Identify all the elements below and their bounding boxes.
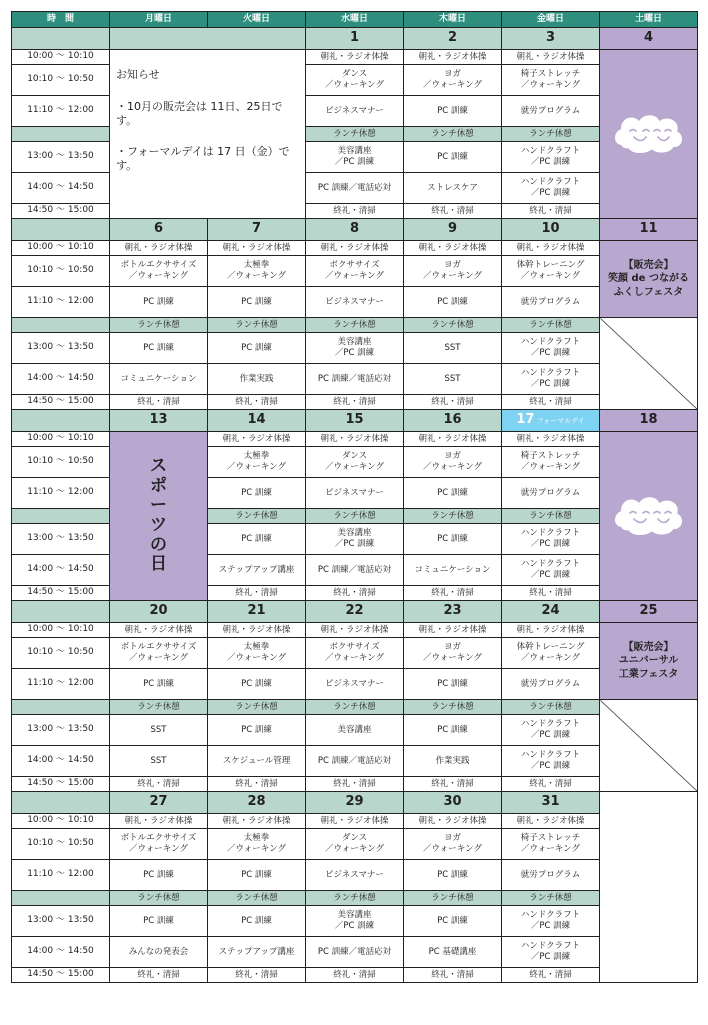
activity-cell: ハンドクラフト ／PC 訓練 bbox=[502, 746, 600, 777]
sale-event bbox=[600, 241, 698, 318]
activity-cell: 椅子ストレッチ ／ウォーキング bbox=[502, 829, 600, 860]
time-cell: 11:10 ～ 12:00 bbox=[12, 287, 110, 318]
activity-cell: 体幹トレーニング ／ウォーキング bbox=[502, 256, 600, 287]
saturday-empty-diagonal bbox=[600, 318, 698, 410]
time-band bbox=[12, 509, 110, 524]
time-cell: 10:00 ～ 10:10 bbox=[12, 432, 110, 447]
activity-cell: SST bbox=[404, 333, 502, 364]
header-tuesday: 火曜日 bbox=[208, 12, 306, 28]
activity-cell: ヨガ ／ウォーキング bbox=[404, 65, 502, 96]
time-cell: 14:00 ～ 14:50 bbox=[12, 555, 110, 586]
activity-closing: 終礼・清掃 bbox=[404, 395, 502, 410]
activity-cell: 太極拳 ／ウォーキング bbox=[208, 638, 306, 669]
activity-lunch: ランチ休憩 bbox=[208, 700, 306, 715]
day-number: 6 bbox=[110, 219, 208, 241]
notice-title: お知らせ bbox=[116, 68, 160, 81]
day-number: 2 bbox=[404, 28, 502, 50]
activity-cell: PC 訓練 bbox=[208, 669, 306, 700]
activity-closing: 終礼・清掃 bbox=[306, 968, 404, 983]
row-t2 bbox=[12, 638, 698, 669]
time-cell: 10:10 ～ 10:50 bbox=[12, 829, 110, 860]
activity-cell: ダンス ／ウォーキング bbox=[306, 65, 404, 96]
activity-cell: PC 訓練 bbox=[110, 860, 208, 891]
activity-morning: 朝礼・ラジオ体操 bbox=[306, 432, 404, 447]
time-cell: 14:50 ～ 15:00 bbox=[12, 204, 110, 219]
day-number-text: 17 bbox=[516, 412, 535, 428]
activity-cell: PC 訓練 bbox=[404, 669, 502, 700]
day-number: 31 bbox=[502, 792, 600, 814]
activity-cell: みんなの発表会 bbox=[110, 937, 208, 968]
activity-closing: 終礼・清掃 bbox=[306, 204, 404, 219]
time-cell: 11:10 ～ 12:00 bbox=[12, 478, 110, 509]
activity-closing: 終礼・清掃 bbox=[404, 968, 502, 983]
row-t5 bbox=[12, 746, 698, 777]
row-t5 bbox=[12, 364, 698, 395]
row-date bbox=[12, 28, 698, 50]
header-friday: 金曜日 bbox=[502, 12, 600, 28]
activity-closing: 終礼・清掃 bbox=[502, 204, 600, 219]
day-number: 29 bbox=[306, 792, 404, 814]
sale-event bbox=[600, 623, 698, 700]
activity-lunch: ランチ休憩 bbox=[208, 509, 306, 524]
day-number bbox=[502, 410, 600, 432]
activity-closing: 終礼・清掃 bbox=[306, 395, 404, 410]
activity-cell: 美容講座 ／PC 訓練 bbox=[306, 333, 404, 364]
activity-cell: ボトルエクササイズ ／ウォーキング bbox=[110, 829, 208, 860]
activity-closing: 終礼・清掃 bbox=[306, 777, 404, 792]
day-number: 8 bbox=[306, 219, 404, 241]
header-row bbox=[12, 12, 698, 28]
row-t1 bbox=[12, 50, 698, 65]
time-cell: 13:00 ～ 13:50 bbox=[12, 524, 110, 555]
time-cell: 10:10 ～ 10:50 bbox=[12, 638, 110, 669]
activity-cell: PC 訓練 bbox=[404, 478, 502, 509]
activity-cell: PC 基礎講座 bbox=[404, 937, 502, 968]
time-band bbox=[12, 28, 110, 50]
row-t5 bbox=[12, 937, 698, 968]
activity-cell: PC 訓練 bbox=[110, 669, 208, 700]
activity-cell: 美容講座 ／PC 訓練 bbox=[306, 906, 404, 937]
row-t2 bbox=[12, 256, 698, 287]
time-band bbox=[12, 318, 110, 333]
activity-cell: ビジネスマナー bbox=[306, 478, 404, 509]
activity-cell: PC 訓練／電話応対 bbox=[306, 746, 404, 777]
activity-cell: 太極拳 ／ウォーキング bbox=[208, 447, 306, 478]
header-time: 時 間 bbox=[12, 12, 110, 28]
time-cell: 10:00 ～ 10:10 bbox=[12, 50, 110, 65]
holiday-text: ス ポ ー ツ の 日 bbox=[150, 456, 167, 575]
activity-closing: 終礼・清掃 bbox=[208, 395, 306, 410]
activity-cell: PC 訓練 bbox=[110, 333, 208, 364]
activity-morning: 朝礼・ラジオ体操 bbox=[404, 432, 502, 447]
activity-cell: PC 訓練 bbox=[208, 333, 306, 364]
activity-cell: PC 訓練 bbox=[404, 142, 502, 173]
activity-lunch: ランチ休憩 bbox=[208, 891, 306, 906]
row-lunch bbox=[12, 318, 698, 333]
time-band bbox=[12, 792, 110, 814]
notice-line: ・フォーマルデイは 17 日（金）です。 bbox=[116, 145, 290, 172]
activity-closing: 終礼・清掃 bbox=[208, 968, 306, 983]
activity-cell: PC 訓練 bbox=[208, 715, 306, 746]
activity-cell: ダンス ／ウォーキング bbox=[306, 829, 404, 860]
activity-lunch: ランチ休憩 bbox=[502, 891, 600, 906]
activity-cell: ビジネスマナー bbox=[306, 669, 404, 700]
activity-lunch: ランチ休憩 bbox=[404, 127, 502, 142]
activity-closing: 終礼・清掃 bbox=[110, 968, 208, 983]
saturday-panel bbox=[600, 432, 698, 601]
activity-cell: PC 訓練 bbox=[404, 524, 502, 555]
time-cell: 13:00 ～ 13:50 bbox=[12, 333, 110, 364]
time-band bbox=[12, 601, 110, 623]
activity-cell: 椅子ストレッチ ／ウォーキング bbox=[502, 447, 600, 478]
activity-morning: 朝礼・ラジオ体操 bbox=[110, 241, 208, 256]
activity-morning: 朝礼・ラジオ体操 bbox=[502, 50, 600, 65]
activity-morning: 朝礼・ラジオ体操 bbox=[208, 623, 306, 638]
activity-cell: 美容講座 ／PC 訓練 bbox=[306, 524, 404, 555]
time-band bbox=[12, 127, 110, 142]
smiling-cloud-icon bbox=[612, 493, 686, 539]
day-number: 9 bbox=[404, 219, 502, 241]
activity-lunch: ランチ休憩 bbox=[502, 700, 600, 715]
day-number: 27 bbox=[110, 792, 208, 814]
activity-morning: 朝礼・ラジオ体操 bbox=[208, 814, 306, 829]
time-cell: 14:50 ～ 15:00 bbox=[12, 968, 110, 983]
day-number: 25 bbox=[600, 601, 698, 623]
row-t4 bbox=[12, 715, 698, 746]
day-number: 30 bbox=[404, 792, 502, 814]
activity-cell: ハンドクラフト ／PC 訓練 bbox=[502, 173, 600, 204]
row-t2 bbox=[12, 829, 698, 860]
time-band bbox=[12, 219, 110, 241]
time-cell: 14:50 ～ 15:00 bbox=[12, 586, 110, 601]
activity-cell: PC 訓練 bbox=[208, 524, 306, 555]
activity-morning: 朝礼・ラジオ体操 bbox=[404, 50, 502, 65]
activity-cell: PC 訓練 bbox=[404, 906, 502, 937]
activity-cell: スケジュール管理 bbox=[208, 746, 306, 777]
activity-cell: 就労プログラム bbox=[502, 96, 600, 127]
time-cell: 10:10 ～ 10:50 bbox=[12, 447, 110, 478]
activity-cell: PC 訓練 bbox=[110, 906, 208, 937]
row-date bbox=[12, 410, 698, 432]
row-t1 bbox=[12, 241, 698, 256]
activity-cell: PC 訓練 bbox=[404, 287, 502, 318]
day-number: 14 bbox=[208, 410, 306, 432]
time-cell: 14:50 ～ 15:00 bbox=[12, 777, 110, 792]
activity-closing: 終礼・清掃 bbox=[502, 968, 600, 983]
activity-cell: ステップアップ講座 bbox=[208, 555, 306, 586]
activity-lunch: ランチ休憩 bbox=[306, 127, 404, 142]
row-lunch bbox=[12, 891, 698, 906]
activity-cell: 就労プログラム bbox=[502, 669, 600, 700]
sale-event-text: 【販売会】 笑顔 de つながる ふくしフェスタ bbox=[608, 259, 689, 298]
activity-cell: ステップアップ講座 bbox=[208, 937, 306, 968]
activity-closing: 終礼・清掃 bbox=[404, 204, 502, 219]
row-t6 bbox=[12, 777, 698, 792]
activity-lunch: ランチ休憩 bbox=[306, 891, 404, 906]
day-number: 23 bbox=[404, 601, 502, 623]
activity-closing: 終礼・清掃 bbox=[404, 777, 502, 792]
activity-cell: ヨガ ／ウォーキング bbox=[404, 256, 502, 287]
time-cell: 14:00 ～ 14:50 bbox=[12, 746, 110, 777]
activity-morning: 朝礼・ラジオ体操 bbox=[404, 241, 502, 256]
time-cell: 11:10 ～ 12:00 bbox=[12, 96, 110, 127]
activity-lunch: ランチ休憩 bbox=[110, 891, 208, 906]
time-band bbox=[12, 891, 110, 906]
day-number: 21 bbox=[208, 601, 306, 623]
notice-line: ・10月の販売会は 11日、25日です。 bbox=[116, 99, 283, 127]
activity-closing: 終礼・清掃 bbox=[306, 586, 404, 601]
activity-closing: 終礼・清掃 bbox=[502, 586, 600, 601]
sale-event-text: 【販売会】 ユニバーサル 工業フェスタ bbox=[618, 641, 679, 680]
activity-cell: ヨガ ／ウォーキング bbox=[404, 447, 502, 478]
activity-cell: PC 訓練 bbox=[404, 96, 502, 127]
activity-cell: PC 訓練／電話応対 bbox=[306, 173, 404, 204]
day-number: 18 bbox=[600, 410, 698, 432]
header-wednesday: 水曜日 bbox=[306, 12, 404, 28]
activity-morning: 朝礼・ラジオ体操 bbox=[502, 432, 600, 447]
day-number: 16 bbox=[404, 410, 502, 432]
activity-lunch: ランチ休憩 bbox=[502, 509, 600, 524]
time-cell: 14:00 ～ 14:50 bbox=[12, 173, 110, 204]
row-t1 bbox=[12, 623, 698, 638]
activity-morning: 朝礼・ラジオ体操 bbox=[404, 814, 502, 829]
day-number: 28 bbox=[208, 792, 306, 814]
activity-lunch: ランチ休憩 bbox=[404, 318, 502, 333]
activity-cell: ハンドクラフト ／PC 訓練 bbox=[502, 937, 600, 968]
activity-cell: ビジネスマナー bbox=[306, 287, 404, 318]
blank-date bbox=[110, 28, 306, 50]
time-cell: 10:00 ～ 10:10 bbox=[12, 814, 110, 829]
activity-cell: ダンス ／ウォーキング bbox=[306, 447, 404, 478]
activity-cell: コミュニケーション bbox=[110, 364, 208, 395]
activity-cell: ビジネスマナー bbox=[306, 96, 404, 127]
activity-lunch: ランチ休憩 bbox=[306, 318, 404, 333]
activity-morning: 朝礼・ラジオ体操 bbox=[502, 241, 600, 256]
activity-closing: 終礼・清掃 bbox=[502, 777, 600, 792]
time-band bbox=[12, 700, 110, 715]
saturday-empty-diagonal bbox=[600, 700, 698, 792]
activity-cell: 椅子ストレッチ ／ウォーキング bbox=[502, 65, 600, 96]
header-saturday: 土曜日 bbox=[600, 12, 698, 28]
activity-cell: ハンドクラフト ／PC 訓練 bbox=[502, 906, 600, 937]
activity-cell: ボクササイズ ／ウォーキング bbox=[306, 256, 404, 287]
activity-cell: コミュニケーション bbox=[404, 555, 502, 586]
day-number: 24 bbox=[502, 601, 600, 623]
activity-closing: 終礼・清掃 bbox=[208, 777, 306, 792]
time-cell: 14:00 ～ 14:50 bbox=[12, 937, 110, 968]
time-cell: 11:10 ～ 12:00 bbox=[12, 860, 110, 891]
activity-cell: PC 訓練／電話応対 bbox=[306, 555, 404, 586]
activity-morning: 朝礼・ラジオ体操 bbox=[110, 623, 208, 638]
activity-closing: 終礼・清掃 bbox=[502, 395, 600, 410]
activity-cell: PC 訓練 bbox=[404, 860, 502, 891]
day-number: 3 bbox=[502, 28, 600, 50]
activity-morning: 朝礼・ラジオ体操 bbox=[306, 623, 404, 638]
activity-closing: 終礼・清掃 bbox=[208, 586, 306, 601]
activity-cell: ハンドクラフト ／PC 訓練 bbox=[502, 715, 600, 746]
activity-cell: ヨガ ／ウォーキング bbox=[404, 829, 502, 860]
row-t1 bbox=[12, 814, 698, 829]
activity-cell: PC 訓練 bbox=[208, 860, 306, 891]
activity-cell: ハンドクラフト ／PC 訓練 bbox=[502, 333, 600, 364]
day-number: 11 bbox=[600, 219, 698, 241]
smiling-cloud-icon bbox=[612, 111, 686, 157]
saturday-panel bbox=[600, 50, 698, 219]
day-number: 22 bbox=[306, 601, 404, 623]
row-t4 bbox=[12, 333, 698, 364]
activity-cell: 太極拳 ／ウォーキング bbox=[208, 256, 306, 287]
day-number: 20 bbox=[110, 601, 208, 623]
activity-lunch: ランチ休憩 bbox=[502, 127, 600, 142]
activity-cell: 就労プログラム bbox=[502, 287, 600, 318]
activity-morning: 朝礼・ラジオ体操 bbox=[404, 623, 502, 638]
time-cell: 10:00 ～ 10:10 bbox=[12, 623, 110, 638]
activity-cell: ハンドクラフト ／PC 訓練 bbox=[502, 364, 600, 395]
row-t1 bbox=[12, 432, 698, 447]
row-date bbox=[12, 792, 698, 814]
activity-cell: PC 訓練 bbox=[208, 478, 306, 509]
activity-cell: SST bbox=[110, 746, 208, 777]
row-t6 bbox=[12, 395, 698, 410]
activity-morning: 朝礼・ラジオ体操 bbox=[502, 623, 600, 638]
activity-morning: 朝礼・ラジオ体操 bbox=[306, 814, 404, 829]
day-number: 13 bbox=[110, 410, 208, 432]
row-lunch bbox=[12, 700, 698, 715]
activity-morning: 朝礼・ラジオ体操 bbox=[306, 50, 404, 65]
activity-cell: ハンドクラフト ／PC 訓練 bbox=[502, 142, 600, 173]
activity-cell: 作業実践 bbox=[404, 746, 502, 777]
time-cell: 10:10 ～ 10:50 bbox=[12, 256, 110, 287]
activity-cell: PC 訓練／電話応対 bbox=[306, 937, 404, 968]
activity-cell: PC 訓練 bbox=[208, 287, 306, 318]
activity-cell: 就労プログラム bbox=[502, 478, 600, 509]
formal-day-label: フォーマルデイ bbox=[536, 417, 585, 426]
row-t3 bbox=[12, 669, 698, 700]
time-cell: 14:50 ～ 15:00 bbox=[12, 395, 110, 410]
day-number: 4 bbox=[600, 28, 698, 50]
row-t3 bbox=[12, 287, 698, 318]
activity-cell: PC 訓練 bbox=[404, 715, 502, 746]
saturday-blank bbox=[600, 792, 698, 983]
activity-morning: 朝礼・ラジオ体操 bbox=[306, 241, 404, 256]
header-monday: 月曜日 bbox=[110, 12, 208, 28]
day-number: 15 bbox=[306, 410, 404, 432]
row-date bbox=[12, 219, 698, 241]
activity-morning: 朝礼・ラジオ体操 bbox=[208, 241, 306, 256]
time-band bbox=[12, 410, 110, 432]
time-cell: 11:10 ～ 12:00 bbox=[12, 669, 110, 700]
activity-cell: 美容講座 bbox=[306, 715, 404, 746]
activity-lunch: ランチ休憩 bbox=[208, 318, 306, 333]
time-cell: 13:00 ～ 13:50 bbox=[12, 906, 110, 937]
schedule-table bbox=[11, 11, 698, 983]
activity-closing: 終礼・清掃 bbox=[110, 395, 208, 410]
day-number: 7 bbox=[208, 219, 306, 241]
activity-lunch: ランチ休憩 bbox=[404, 891, 502, 906]
activity-cell: 作業実践 bbox=[208, 364, 306, 395]
activity-cell: 就労プログラム bbox=[502, 860, 600, 891]
time-cell: 10:10 ～ 10:50 bbox=[12, 65, 110, 96]
activity-morning: 朝礼・ラジオ体操 bbox=[110, 814, 208, 829]
activity-lunch: ランチ休憩 bbox=[110, 318, 208, 333]
activity-cell: ボクササイズ ／ウォーキング bbox=[306, 638, 404, 669]
activity-morning: 朝礼・ラジオ体操 bbox=[502, 814, 600, 829]
activity-closing: 終礼・清掃 bbox=[110, 777, 208, 792]
activity-cell: 太極拳 ／ウォーキング bbox=[208, 829, 306, 860]
time-cell: 14:00 ～ 14:50 bbox=[12, 364, 110, 395]
activity-cell: PC 訓練 bbox=[208, 906, 306, 937]
activity-morning: 朝礼・ラジオ体操 bbox=[208, 432, 306, 447]
time-cell: 10:00 ～ 10:10 bbox=[12, 241, 110, 256]
holiday-sports-day bbox=[110, 432, 208, 601]
activity-cell: ビジネスマナー bbox=[306, 860, 404, 891]
row-t4 bbox=[12, 906, 698, 937]
row-t3 bbox=[12, 860, 698, 891]
activity-cell: PC 訓練 bbox=[110, 287, 208, 318]
row-date bbox=[12, 601, 698, 623]
activity-lunch: ランチ休憩 bbox=[110, 700, 208, 715]
day-number: 1 bbox=[306, 28, 404, 50]
activity-lunch: ランチ休憩 bbox=[306, 700, 404, 715]
activity-cell: ボトルエクササイズ ／ウォーキング bbox=[110, 638, 208, 669]
activity-cell: 体幹トレーニング ／ウォーキング bbox=[502, 638, 600, 669]
activity-cell: SST bbox=[404, 364, 502, 395]
notice-box bbox=[110, 50, 306, 219]
day-number: 10 bbox=[502, 219, 600, 241]
activity-lunch: ランチ休憩 bbox=[404, 509, 502, 524]
activity-cell: ボトルエクササイズ ／ウォーキング bbox=[110, 256, 208, 287]
time-cell: 13:00 ～ 13:50 bbox=[12, 715, 110, 746]
activity-cell: ヨガ ／ウォーキング bbox=[404, 638, 502, 669]
activity-lunch: ランチ休憩 bbox=[306, 509, 404, 524]
activity-cell: 美容講座 ／PC 訓練 bbox=[306, 142, 404, 173]
activity-cell: SST bbox=[110, 715, 208, 746]
activity-cell: PC 訓練／電話応対 bbox=[306, 364, 404, 395]
activity-closing: 終礼・清掃 bbox=[404, 586, 502, 601]
time-cell: 13:00 ～ 13:50 bbox=[12, 142, 110, 173]
activity-lunch: ランチ休憩 bbox=[502, 318, 600, 333]
activity-cell: ハンドクラフト ／PC 訓練 bbox=[502, 555, 600, 586]
activity-cell: ハンドクラフト ／PC 訓練 bbox=[502, 524, 600, 555]
activity-lunch: ランチ休憩 bbox=[404, 700, 502, 715]
row-t6 bbox=[12, 968, 698, 983]
header-thursday: 木曜日 bbox=[404, 12, 502, 28]
activity-cell: ストレスケア bbox=[404, 173, 502, 204]
